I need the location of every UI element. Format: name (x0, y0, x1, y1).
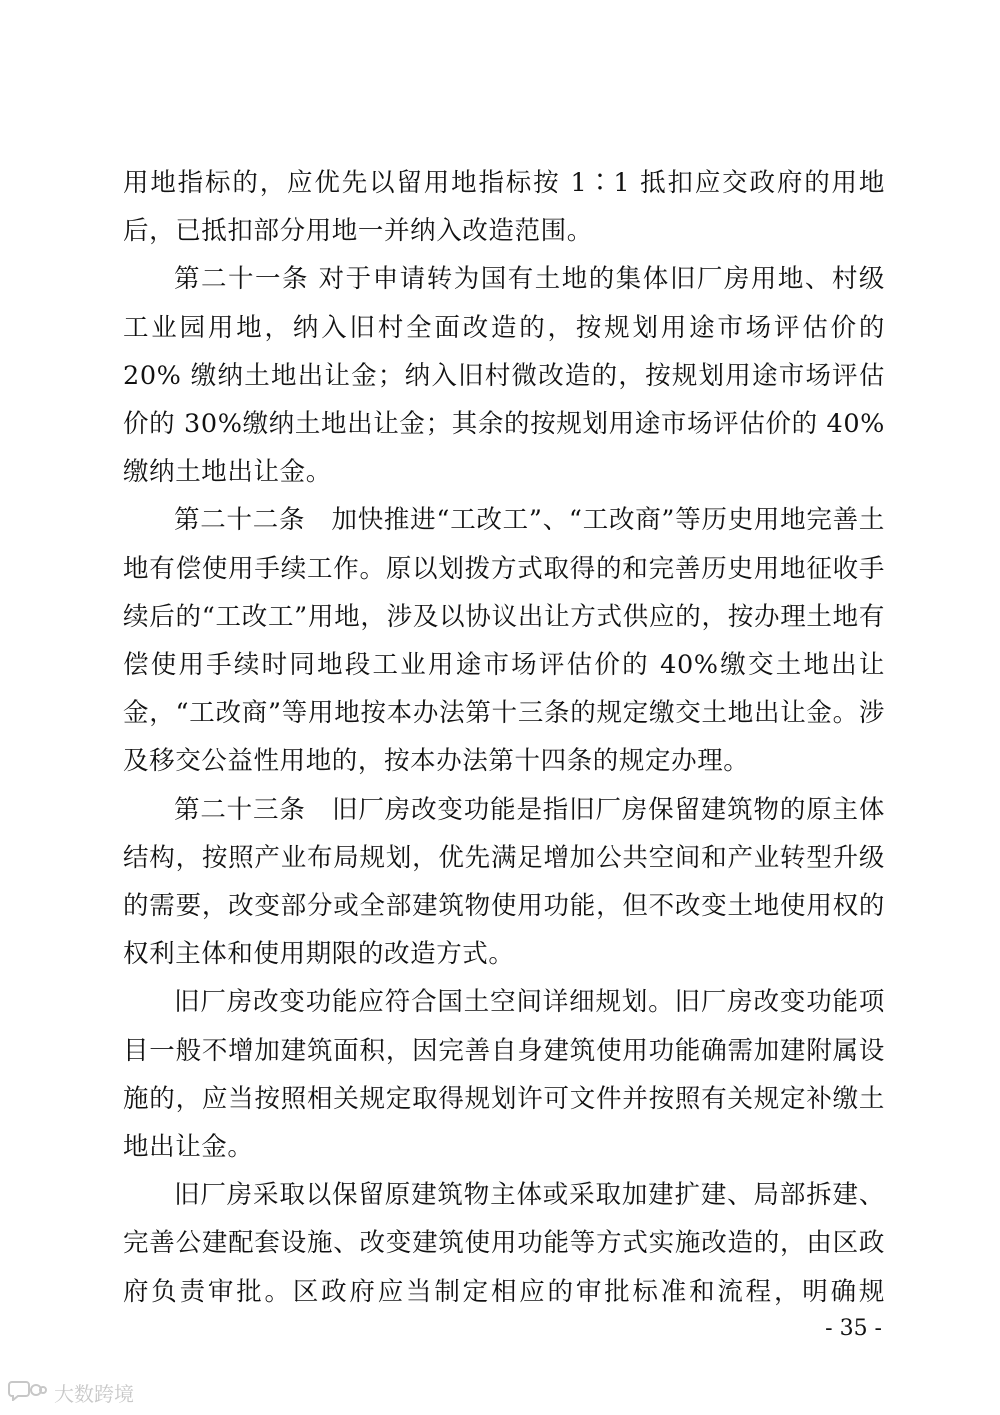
watermark (8, 1378, 134, 1407)
paragraph: 第二十三条 旧厂房改变功能是指旧厂房保留建筑物的原主体结构，按照产业布局规划，优先满足增加公共空间和产业转型升级的需要，改变部分或全部建筑物使用功能，但不改变土地使用权的权利主体和使用期限的改造方式。 (123, 794, 885, 970)
paragraph: 用地指标的，应优先以留用地指标按 1∶1 抵扣应交政府的用地后，已抵扣部分用地一并纳入改造范围。 (123, 168, 885, 247)
document-body (123, 159, 885, 1316)
page-number: - 35 - (825, 1316, 882, 1341)
chat-bubble-logo-icon (8, 1379, 48, 1406)
watermark-text: 大数跨境 (54, 1382, 134, 1406)
paragraph: 第二十二条 加快推进“工改工”、“工改商”等历史用地完善土地有偿使用手续工作。原以划拨方式取得的和完善历史用地征收手续后的“工改工”用地，涉及以协议出让方式供应的，按办理土地有偿使用手续时同地段工业用途市场评估价的 40%缴交土地出让金，“工改商”等用地按本办法第十三条的规定缴交土地出让金。涉及移交公益性用地的，按本办法第十四条的规定办理。 (123, 505, 885, 777)
paragraph: 第二十一条 对于申请转为国有土地的集体旧厂房用地、村级工业园用地，纳入旧村全面改造的，按规划用途市场评估价的 20% 缴纳土地出让金；纳入旧村微改造的，按规划用途市场评估价的 30%缴纳土地出让金；其余的按规划用途市场评估价的 40%缴纳土地出让金。 (123, 264, 885, 488)
paragraph: 旧厂房改变功能应符合国土空间详细规划。旧厂房改变功能项目一般不增加建筑面积，因完善自身建筑使用功能确需加建附属设施的，应当按照相关规定取得规划许可文件并按照有关规定补缴土地出让金。 (123, 987, 885, 1163)
paragraph: 旧厂房采取以保留原建筑物主体或采取加建扩建、局部拆建、完善公建配套设施、改变建筑使用功能等方式实施改造的，由区政府负责审批。区政府应当制定相应的审批标准和流程，明确规 (123, 1180, 885, 1307)
